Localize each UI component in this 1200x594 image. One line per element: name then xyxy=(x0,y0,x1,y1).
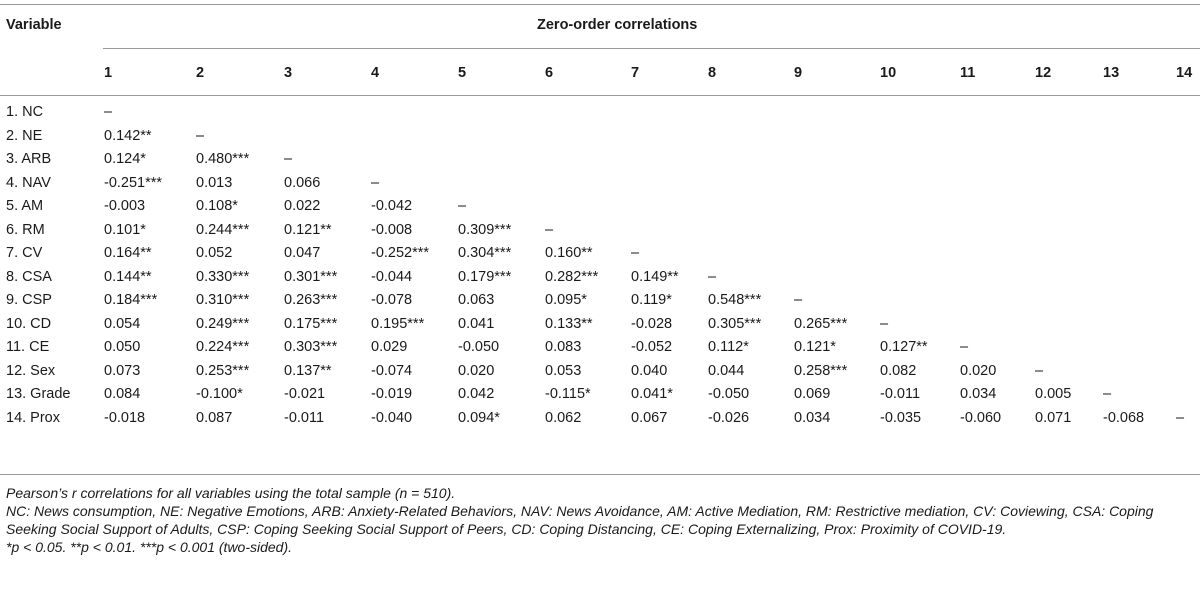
row-label: 5. AM xyxy=(6,198,44,214)
correlation-cell: -0.115* xyxy=(545,386,591,402)
correlation-cell: 0.082 xyxy=(880,362,917,379)
correlation-cell: 0.121* xyxy=(794,339,836,355)
correlation-cell: 0.121** xyxy=(284,221,332,238)
row-label: 2. NE xyxy=(6,127,43,144)
correlation-cell: 0.175*** xyxy=(284,315,338,332)
table-row xyxy=(0,100,1200,124)
table-body xyxy=(0,100,1200,429)
correlation-cell: – xyxy=(458,198,467,214)
correlation-cell: -0.052 xyxy=(631,339,673,355)
column-number: 4 xyxy=(371,65,380,81)
correlation-cell: 0.101* xyxy=(104,221,146,238)
column-number: 3 xyxy=(284,65,293,81)
correlation-cell: 0.054 xyxy=(104,315,141,332)
table-row xyxy=(0,147,1200,171)
correlation-cell: – xyxy=(284,151,293,167)
correlation-cell: – xyxy=(631,245,640,261)
correlation-cell: 0.179*** xyxy=(458,268,512,285)
column-number: 1 xyxy=(104,65,113,81)
correlation-cell: 0.160** xyxy=(545,245,593,261)
row-label: 4. NAV xyxy=(6,174,51,191)
correlation-cell: 0.244*** xyxy=(196,221,250,238)
correlation-cell: 0.022 xyxy=(284,198,321,214)
correlation-cell: – xyxy=(1103,386,1112,402)
correlation-cell: -0.100* xyxy=(196,386,243,402)
top-rule xyxy=(0,4,1200,5)
table-row xyxy=(0,288,1200,312)
correlation-cell: 0.310*** xyxy=(196,292,250,308)
correlation-cell: -0.011 xyxy=(284,409,325,426)
column-number: 7 xyxy=(631,65,640,81)
table-row xyxy=(0,124,1200,148)
correlation-cell: -0.003 xyxy=(104,198,146,214)
column-number: 2 xyxy=(196,65,205,81)
row-label: 13. Grade xyxy=(6,386,71,402)
correlation-cell: 0.184*** xyxy=(104,292,158,308)
correlation-cell: 0.013 xyxy=(196,174,233,191)
correlation-cell: 0.052 xyxy=(196,245,233,261)
correlation-cell: 0.041 xyxy=(458,315,495,332)
correlation-cell: 0.087 xyxy=(196,409,233,426)
correlation-cell: 0.020 xyxy=(458,362,495,379)
column-number: 11 xyxy=(960,65,976,81)
correlation-cell: 0.258*** xyxy=(794,362,848,379)
correlation-cell: 0.303*** xyxy=(284,339,338,355)
correlation-cell: – xyxy=(794,292,803,308)
column-number: 12 xyxy=(1035,65,1052,81)
correlation-cell: 0.127** xyxy=(880,339,928,355)
row-label: 6. RM xyxy=(6,221,45,238)
correlation-cell: – xyxy=(104,104,113,120)
correlation-cell: – xyxy=(1035,362,1044,379)
column-number: 13 xyxy=(1103,65,1120,81)
correlation-cell: 0.042 xyxy=(458,386,495,402)
correlation-cell: 0.041* xyxy=(631,386,673,402)
row-label: 11. CE xyxy=(6,339,50,355)
table-row xyxy=(0,382,1200,406)
correlation-cell: 0.063 xyxy=(458,292,495,308)
correlation-cell: 0.305*** xyxy=(708,315,762,332)
row-label: 3. ARB xyxy=(6,151,52,167)
correlation-cell: 0.195*** xyxy=(371,315,425,332)
group-header-rule xyxy=(103,48,1200,49)
correlation-cell: 0.548*** xyxy=(708,292,762,308)
column-number: 6 xyxy=(545,65,554,81)
correlation-cell: -0.008 xyxy=(371,221,413,238)
correlation-cell: 0.142** xyxy=(104,127,152,144)
row-label: 9. CSP xyxy=(6,292,52,308)
row-label: 7. CV xyxy=(6,245,43,261)
correlation-cell: 0.005 xyxy=(1035,386,1072,402)
correlation-cell: 0.309*** xyxy=(458,221,512,238)
row-label: 8. CSA xyxy=(6,268,52,285)
header-rule xyxy=(0,95,1200,96)
correlation-cell: -0.078 xyxy=(371,292,413,308)
correlation-cell: 0.112* xyxy=(708,339,749,355)
correlation-cell: -0.050 xyxy=(708,386,750,402)
table-row xyxy=(0,359,1200,383)
correlation-cell: – xyxy=(880,315,889,332)
correlation-cell: -0.018 xyxy=(104,409,146,426)
correlation-cell: 0.263*** xyxy=(284,292,338,308)
correlation-cell: – xyxy=(960,339,969,355)
correlation-cell: 0.044 xyxy=(708,362,745,379)
table-row xyxy=(0,171,1200,195)
correlation-cell: -0.028 xyxy=(631,315,673,332)
correlation-cell: 0.066 xyxy=(284,174,321,191)
table-row xyxy=(0,218,1200,242)
correlation-cell: 0.330*** xyxy=(196,268,250,285)
correlation-cell: -0.251*** xyxy=(104,174,163,191)
correlation-cell: -0.035 xyxy=(880,409,922,426)
correlation-cell: -0.060 xyxy=(960,409,1002,426)
correlation-cell: -0.011 xyxy=(880,386,921,402)
correlation-cell: – xyxy=(708,268,717,285)
note-significance: *p < 0.05. **p < 0.01. ***p < 0.001 (two-sided). xyxy=(6,539,293,555)
table-row xyxy=(0,265,1200,289)
zero-order-correlations-header: Zero-order correlations xyxy=(537,17,698,33)
correlation-cell: – xyxy=(196,127,205,144)
column-number: 8 xyxy=(708,65,717,81)
row-label: 12. Sex xyxy=(6,362,56,379)
correlation-cell: 0.050 xyxy=(104,339,141,355)
correlation-cell: 0.108* xyxy=(196,198,238,214)
correlation-cell: 0.073 xyxy=(104,362,141,379)
correlation-cell: 0.062 xyxy=(545,409,582,426)
correlation-cell: 0.149** xyxy=(631,268,679,285)
correlation-cell: 0.040 xyxy=(631,362,668,379)
correlation-cell: 0.164** xyxy=(104,245,152,261)
column-number: 9 xyxy=(794,65,803,81)
column-number: 14 xyxy=(1176,65,1193,81)
correlation-cell: 0.265*** xyxy=(794,315,848,332)
table-row xyxy=(0,406,1200,430)
table-row xyxy=(0,335,1200,359)
correlation-cell: 0.282*** xyxy=(545,268,599,285)
table-row xyxy=(0,194,1200,218)
correlation-cell: – xyxy=(545,221,554,238)
correlation-cell: -0.040 xyxy=(371,409,413,426)
correlation-cell: 0.084 xyxy=(104,386,141,402)
correlation-cell: 0.034 xyxy=(794,409,831,426)
correlation-cell: 0.095* xyxy=(545,292,587,308)
correlation-cell: -0.026 xyxy=(708,409,750,426)
correlation-cell: 0.253*** xyxy=(196,362,250,379)
row-label: 10. CD xyxy=(6,315,52,332)
correlation-cell: 0.133** xyxy=(545,315,593,332)
correlation-cell: -0.068 xyxy=(1103,409,1145,426)
correlation-cell: 0.047 xyxy=(284,245,321,261)
note-sample: Pearson’s r correlations for all variables using the total sample (n = 510). xyxy=(6,485,456,501)
correlation-cell: 0.020 xyxy=(960,362,997,379)
correlation-cell: 0.304*** xyxy=(458,245,512,261)
correlation-cell: 0.119* xyxy=(631,292,672,308)
correlation-cell: 0.053 xyxy=(545,362,582,379)
correlation-cell: 0.029 xyxy=(371,339,408,355)
column-number: 5 xyxy=(458,65,467,81)
correlation-cell: -0.252*** xyxy=(371,245,430,261)
table-row xyxy=(0,312,1200,336)
table-row xyxy=(0,241,1200,265)
correlation-cell: 0.124* xyxy=(104,151,146,167)
correlation-cell: -0.019 xyxy=(371,386,413,402)
correlation-cell: 0.083 xyxy=(545,339,582,355)
correlation-cell: 0.224*** xyxy=(196,339,250,355)
correlation-cell: -0.021 xyxy=(284,386,326,402)
column-number-row xyxy=(0,65,1200,85)
correlation-cell: 0.034 xyxy=(960,386,997,402)
correlation-cell: -0.050 xyxy=(458,339,500,355)
correlation-cell: -0.074 xyxy=(371,362,413,379)
correlation-cell: 0.067 xyxy=(631,409,668,426)
note-abbreviations: NC: News consumption, NE: Negative Emotions, ARB: Anxiety-Related Behaviors, NAV: News Avoidance, AM: Active Mediation, RM: Restrictive mediation, CV: Coviewing, CSA: Coping Seeking Social Support of Adults, CSP: Coping Seeking Social Support of Peers, CD: Coping Distancing, CE: Coping Externalizing, Prox: Proximity of COVID-19. xyxy=(6,503,1154,537)
correlation-cell: 0.249*** xyxy=(196,315,250,332)
column-number: 10 xyxy=(880,65,897,81)
correlation-cell: 0.069 xyxy=(794,386,831,402)
correlation-cell: – xyxy=(371,174,380,191)
correlation-cell: -0.042 xyxy=(371,198,413,214)
bottom-rule xyxy=(0,474,1200,475)
correlation-cell: 0.301*** xyxy=(284,268,338,285)
table-notes xyxy=(6,484,1194,556)
correlation-cell: 0.137** xyxy=(284,362,332,379)
correlation-cell: – xyxy=(1176,409,1185,426)
variable-header: Variable xyxy=(6,17,62,33)
correlation-cell: 0.480*** xyxy=(196,151,250,167)
correlation-cell: 0.071 xyxy=(1035,409,1072,426)
correlation-cell: -0.044 xyxy=(371,268,413,285)
row-label: 1. NC xyxy=(6,104,44,120)
row-label: 14. Prox xyxy=(6,409,60,426)
correlation-cell: 0.144** xyxy=(104,268,152,285)
correlation-cell: 0.094* xyxy=(458,409,500,426)
